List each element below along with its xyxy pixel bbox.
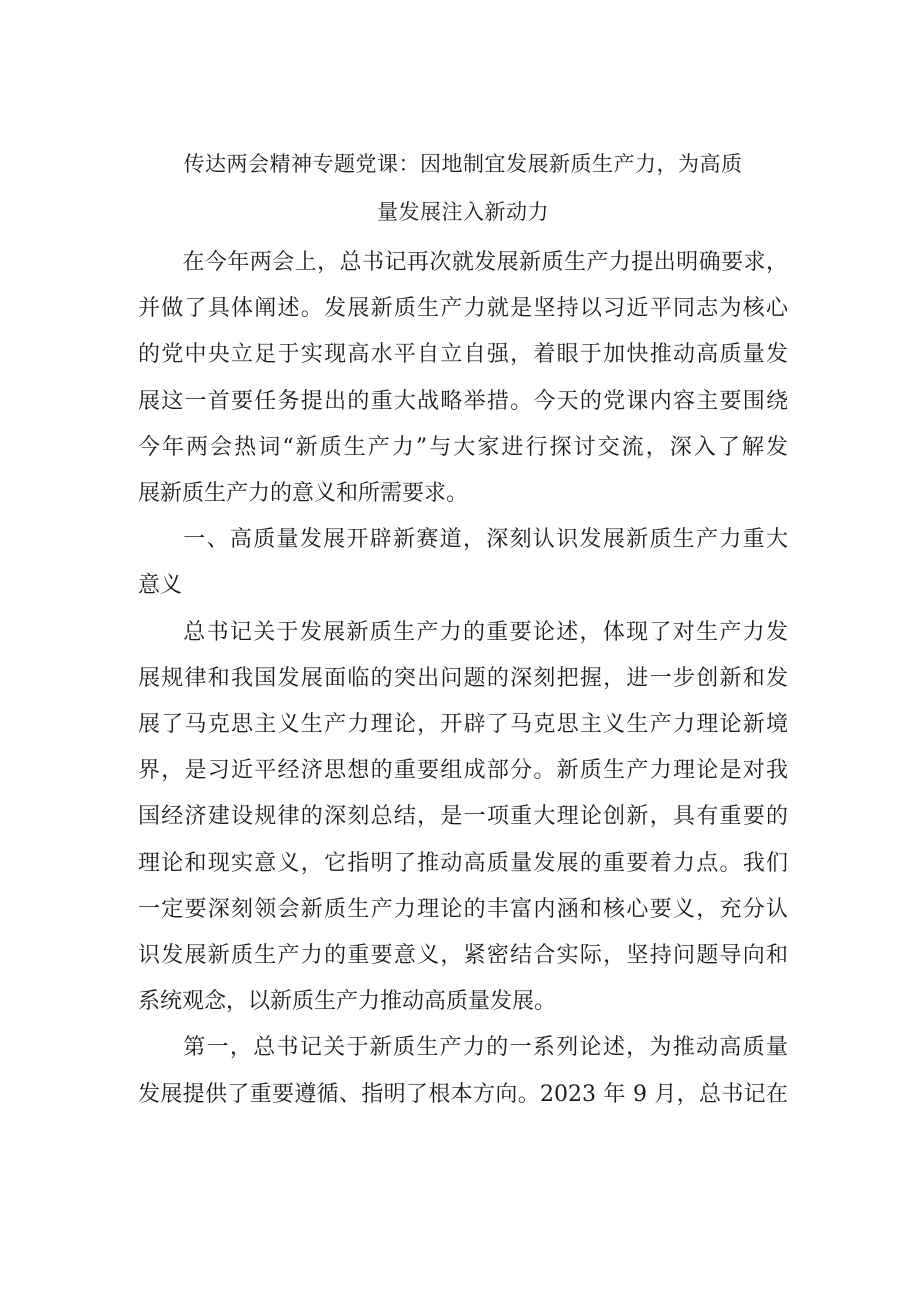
paragraph-line: 展这一首要任务提出的重大战略举措。今天的党课内容主要围绕 — [138, 388, 788, 414]
paragraph-line: 一定要深刻领会新质生产力理论的丰富内涵和核心要义，充分认 — [138, 896, 788, 922]
paragraph-point-1 — [138, 1025, 788, 1117]
paragraph-line: 并做了具体阐述。发展新质生产力就是坚持以习近平同志为核心 — [138, 296, 788, 322]
paragraph-line: 理论和现实意义，它指明了推动高质量发展的重要着力点。我们 — [138, 850, 788, 876]
paragraph-line: 界，是习近平经济思想的重要组成部分。新质生产力理论是对我 — [138, 758, 788, 784]
paragraph-line: 的党中央立足于实现高水平自立自强，着眼于加快推动高质量发 — [138, 342, 788, 368]
document-title — [138, 140, 788, 236]
paragraph-line: 发展提供了重要遵循、指明了根本方向。2023 年 9 月，总书记在 — [138, 1081, 788, 1107]
paragraph-line: 展规律和我国发展面临的突出问题的深刻把握，进一步创新和发 — [138, 665, 788, 691]
paragraph-line: 识发展新质生产力的重要意义，紧密结合实际，坚持问题导向和 — [138, 943, 788, 969]
paragraph-line: 展新质生产力的意义和所需要求。 — [138, 481, 469, 507]
paragraph-line: 系统观念，以新质生产力推动高质量发展。 — [138, 989, 557, 1015]
paragraph-line: 在今年两会上，总书记再次就发展新质生产力提出明确要求， — [182, 250, 788, 275]
paragraph-line: 国经济建设规律的深刻总结，是一项重大理论创新，具有重要的 — [138, 804, 788, 830]
paragraph-line: 展了马克思主义生产力理论，开辟了马克思主义生产力理论新境 — [138, 712, 788, 738]
heading-line: 一、高质量发展开辟新赛道，深刻认识发展新质生产力重大 — [182, 527, 788, 553]
section-heading-1 — [138, 517, 788, 609]
paragraph-line: 第一，总书记关于新质生产力的一系列论述，为推动高质量 — [182, 1035, 788, 1061]
paragraph-intro — [138, 240, 788, 517]
paragraph-line: 总书记关于发展新质生产力的重要论述，体现了对生产力发 — [182, 619, 788, 645]
document-body — [138, 140, 788, 1118]
title-line-2: 量发展注入新动力 — [377, 200, 549, 224]
title-line-1: 传达两会精神专题党课：因地制宜发展新质生产力，为高质 — [183, 152, 743, 176]
paragraph-section-1-body — [138, 610, 788, 1026]
paragraph-line: 今年两会热词“新质生产力”与大家进行探讨交流，深入了解发 — [138, 434, 788, 460]
heading-line: 意义 — [138, 573, 183, 599]
